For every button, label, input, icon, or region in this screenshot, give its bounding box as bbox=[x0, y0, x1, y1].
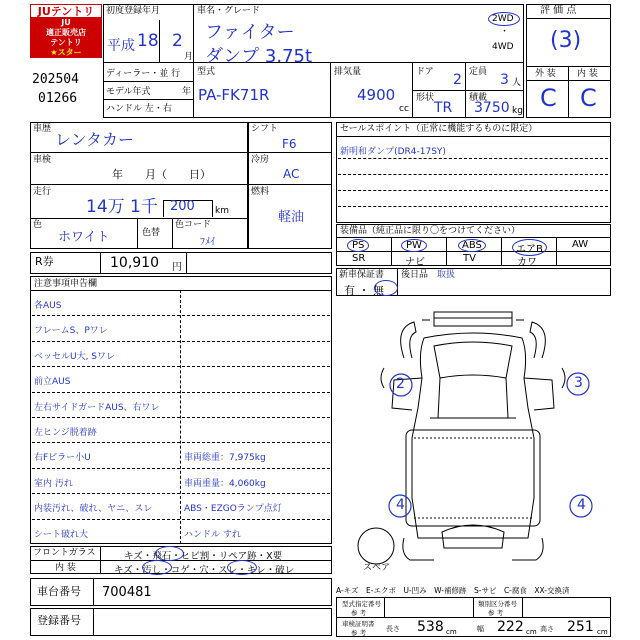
door-label: ドア bbox=[416, 67, 434, 77]
mileage-unit: km bbox=[215, 206, 229, 216]
shift-label: シフト bbox=[251, 124, 279, 134]
equip-navi: ナビ bbox=[405, 257, 425, 268]
sales-point-line-1: 新明和ダンプ(DR4-17SY) bbox=[340, 147, 446, 157]
price-label: R券 bbox=[35, 255, 54, 268]
equip-pw: PW bbox=[401, 239, 427, 252]
height-value: 251 bbox=[567, 619, 594, 635]
load-label: 積載 bbox=[469, 93, 488, 103]
damage-legend: A-キズ E-エクボ U-凹み W-補修跡 S-サビ C-腐食 XX-交換済 bbox=[336, 586, 570, 595]
logo-star: ★スター bbox=[30, 48, 102, 58]
note-left-7: 室内 汚れ bbox=[34, 478, 73, 489]
length-sub: 参 考 bbox=[351, 629, 367, 637]
color-value: ホワイト bbox=[58, 230, 110, 245]
note-divider bbox=[32, 366, 330, 367]
color-label: 色 bbox=[33, 220, 43, 230]
door-value: 2 bbox=[453, 72, 462, 88]
capacity-value: 3 bbox=[500, 72, 509, 88]
interior-cond-label: 内 装 bbox=[55, 563, 76, 573]
note-divider bbox=[32, 442, 330, 443]
chassis-label: 車台番号 bbox=[37, 585, 81, 598]
diagram-mark-3: 3 bbox=[574, 375, 583, 391]
height-cm: cm bbox=[597, 628, 608, 636]
note-divider bbox=[32, 315, 330, 316]
glass-value: キズ・飛石・ヒビ割・リペア跡・X要 bbox=[124, 551, 283, 562]
glass-circle bbox=[155, 546, 184, 561]
logo-tentori: テントリ bbox=[30, 38, 102, 48]
sales-point-box bbox=[336, 122, 611, 223]
manual-label: 取扱 bbox=[437, 270, 456, 280]
warranty-value: 有 ・ 無 bbox=[344, 284, 384, 297]
equip-aw: AW bbox=[572, 239, 589, 250]
note-divider bbox=[32, 468, 330, 469]
chassis-value: 700481 bbox=[102, 585, 152, 600]
length-unit-label: 長さ bbox=[386, 625, 400, 633]
equip-abs: ABS bbox=[458, 239, 486, 252]
inspection-label: 車検 bbox=[33, 155, 52, 165]
glass-label: フロントガラス bbox=[33, 548, 96, 558]
warranty-circle bbox=[374, 280, 398, 296]
logo-shop: 適正販売店 bbox=[30, 28, 102, 38]
lot-number-2: 01266 bbox=[38, 91, 78, 106]
first-reg-label: 初度登録年月 bbox=[106, 6, 161, 16]
car-name: ファイター bbox=[205, 22, 295, 43]
mileage-sub: 200 bbox=[170, 199, 195, 214]
note-left-8: 内装汚れ、破れ、ヤニ、スレ bbox=[34, 504, 153, 515]
note-left-9: シート破れ大 bbox=[34, 529, 89, 540]
note-right-7: 車両重量：4,060kg bbox=[184, 478, 266, 489]
note-left-5: 左ヒンジ脱着跡 bbox=[34, 428, 97, 438]
load-value: 3750 bbox=[474, 100, 510, 116]
type-cert-label: 型式指定番号 bbox=[342, 600, 381, 608]
height-label: 高さ bbox=[540, 625, 554, 633]
price-value: 10,910 bbox=[110, 255, 159, 271]
note-divider bbox=[32, 493, 330, 494]
sales-point-title: セールスポイント（正常に機能するものに限定） bbox=[340, 124, 538, 134]
note-left-3: 前立AUS bbox=[34, 377, 71, 388]
header-grid bbox=[103, 4, 524, 118]
length-label: 車検証明書 bbox=[342, 620, 375, 628]
class-label: 類別区分番号 bbox=[478, 600, 517, 608]
grade-score: (3) bbox=[550, 28, 582, 53]
note-divider bbox=[32, 417, 330, 418]
handle-label: ハンドル 左・右 bbox=[106, 104, 172, 114]
shape-label: 形状 bbox=[416, 93, 435, 103]
diagram-mark-4b: 4 bbox=[577, 497, 586, 513]
interior-label: 内 装 bbox=[577, 69, 598, 79]
capacity-label: 定員 bbox=[469, 67, 488, 77]
car-grade-label: 車名・グレード bbox=[197, 6, 261, 16]
displacement-value: 4900 bbox=[357, 86, 396, 104]
note-divider bbox=[32, 392, 330, 393]
type-value: PA-FK71R bbox=[198, 86, 270, 104]
history-label: 車歴 bbox=[33, 124, 52, 134]
model-year-label: モデル年式 bbox=[106, 87, 151, 97]
manual-sub-label: 後日品 bbox=[401, 270, 429, 280]
note-left-0: 各AUS bbox=[34, 301, 62, 311]
note-left-2: ベッセルU大, Sワレ bbox=[34, 351, 116, 362]
equip-ps: PS bbox=[347, 239, 369, 252]
reg-month: 2 bbox=[172, 31, 183, 51]
capacity-unit: 人 bbox=[512, 78, 522, 88]
length-value: 538 bbox=[417, 619, 444, 635]
car-grade: ダンプ 3.75t bbox=[205, 46, 313, 67]
interior-grade: C bbox=[580, 84, 597, 112]
equipment-title: 装備品（純正品に限り〇をつけてください） bbox=[340, 226, 521, 236]
equip-leather: カワ bbox=[517, 257, 537, 268]
ac-value: AC bbox=[283, 167, 300, 181]
month-unit: 月 bbox=[184, 52, 194, 62]
drive-4wd: 4WD bbox=[492, 42, 514, 52]
type-label: 型式 bbox=[197, 67, 216, 77]
equip-airbag: エアB bbox=[512, 239, 547, 256]
lot-number-1: 202504 bbox=[32, 72, 79, 87]
drive-2wd: 2WD bbox=[492, 14, 514, 24]
logo-box bbox=[30, 4, 102, 64]
interior-circle-2 bbox=[227, 560, 257, 575]
type-cert-sub: 参 考 bbox=[351, 609, 367, 617]
width-label: 幅 bbox=[477, 625, 484, 633]
equip-sr: SR bbox=[352, 253, 366, 264]
note-right-9: ハンドル すれ bbox=[184, 529, 241, 540]
inspection-text: 年 月（ 日） bbox=[112, 168, 211, 181]
ac-label: 冷房 bbox=[251, 155, 270, 165]
logo-brand: JUテントリ bbox=[30, 4, 102, 18]
vehicle-diagram bbox=[334, 298, 612, 580]
reg-year: 18 bbox=[137, 31, 159, 51]
note-divider bbox=[32, 519, 330, 520]
color-swap-label: 色替 bbox=[142, 228, 161, 238]
equip-tv: TV bbox=[463, 253, 476, 264]
displacement-unit: cc bbox=[399, 104, 409, 114]
note-right-8: ABS・EZGOランプ点灯 bbox=[184, 504, 282, 515]
note-divider bbox=[32, 341, 330, 342]
class-sub: 参 考 bbox=[488, 609, 504, 617]
warranty-label: 新車保証書 bbox=[339, 270, 385, 280]
note-right-6: 車両総重：7,975kg bbox=[184, 453, 266, 464]
diagram-mark-4a: 4 bbox=[396, 497, 405, 513]
fuel-label: 燃料 bbox=[251, 187, 270, 197]
exterior-grade: C bbox=[540, 84, 557, 112]
note-left-6: 右Fビラー小U bbox=[34, 453, 91, 464]
reg-era: 平成 bbox=[107, 38, 135, 54]
drive-dot: ・ bbox=[500, 27, 510, 37]
history-value: レンタカー bbox=[55, 130, 134, 149]
dealer-label: ディーラー・並 行 bbox=[106, 69, 181, 79]
note-left-4: 左右サイドガードAUS、右ワレ bbox=[34, 402, 160, 413]
notes-title: 注意事項申告欄 bbox=[34, 279, 98, 289]
load-unit: kg bbox=[512, 106, 523, 116]
price-unit: 円 bbox=[172, 262, 182, 273]
logo-ju: JU bbox=[30, 18, 102, 28]
mileage-value: 14万 1千 bbox=[86, 197, 158, 217]
shape-value: TR bbox=[434, 100, 453, 116]
spare-label: スペア bbox=[363, 563, 391, 573]
exterior-label: 外 装 bbox=[535, 69, 556, 79]
color-code-value: ﾌﾒｲ bbox=[200, 237, 215, 248]
interior-circle-1 bbox=[142, 560, 172, 575]
interior-cond-value: キズ・汚し・コゲ・穴・スレ・キレ・破レ bbox=[114, 565, 295, 576]
displacement-label: 排気量 bbox=[334, 67, 362, 77]
grade-title: 評 価 点 bbox=[540, 5, 577, 16]
model-year-unit: 年 bbox=[182, 87, 192, 97]
note-left-1: フレームS、Pワレ bbox=[34, 326, 108, 337]
fuel-value: 軽油 bbox=[278, 210, 305, 225]
mileage-label: 走行 bbox=[33, 187, 52, 197]
shift-value: F6 bbox=[282, 137, 297, 151]
color-code-label: 色コード bbox=[175, 220, 212, 230]
diagram-mark-2: 2 bbox=[396, 376, 405, 392]
length-cm: cm bbox=[446, 628, 457, 636]
width-cm: cm bbox=[526, 628, 537, 636]
width-value: 222 bbox=[497, 619, 524, 635]
registration-label: 登録番号 bbox=[37, 614, 81, 627]
